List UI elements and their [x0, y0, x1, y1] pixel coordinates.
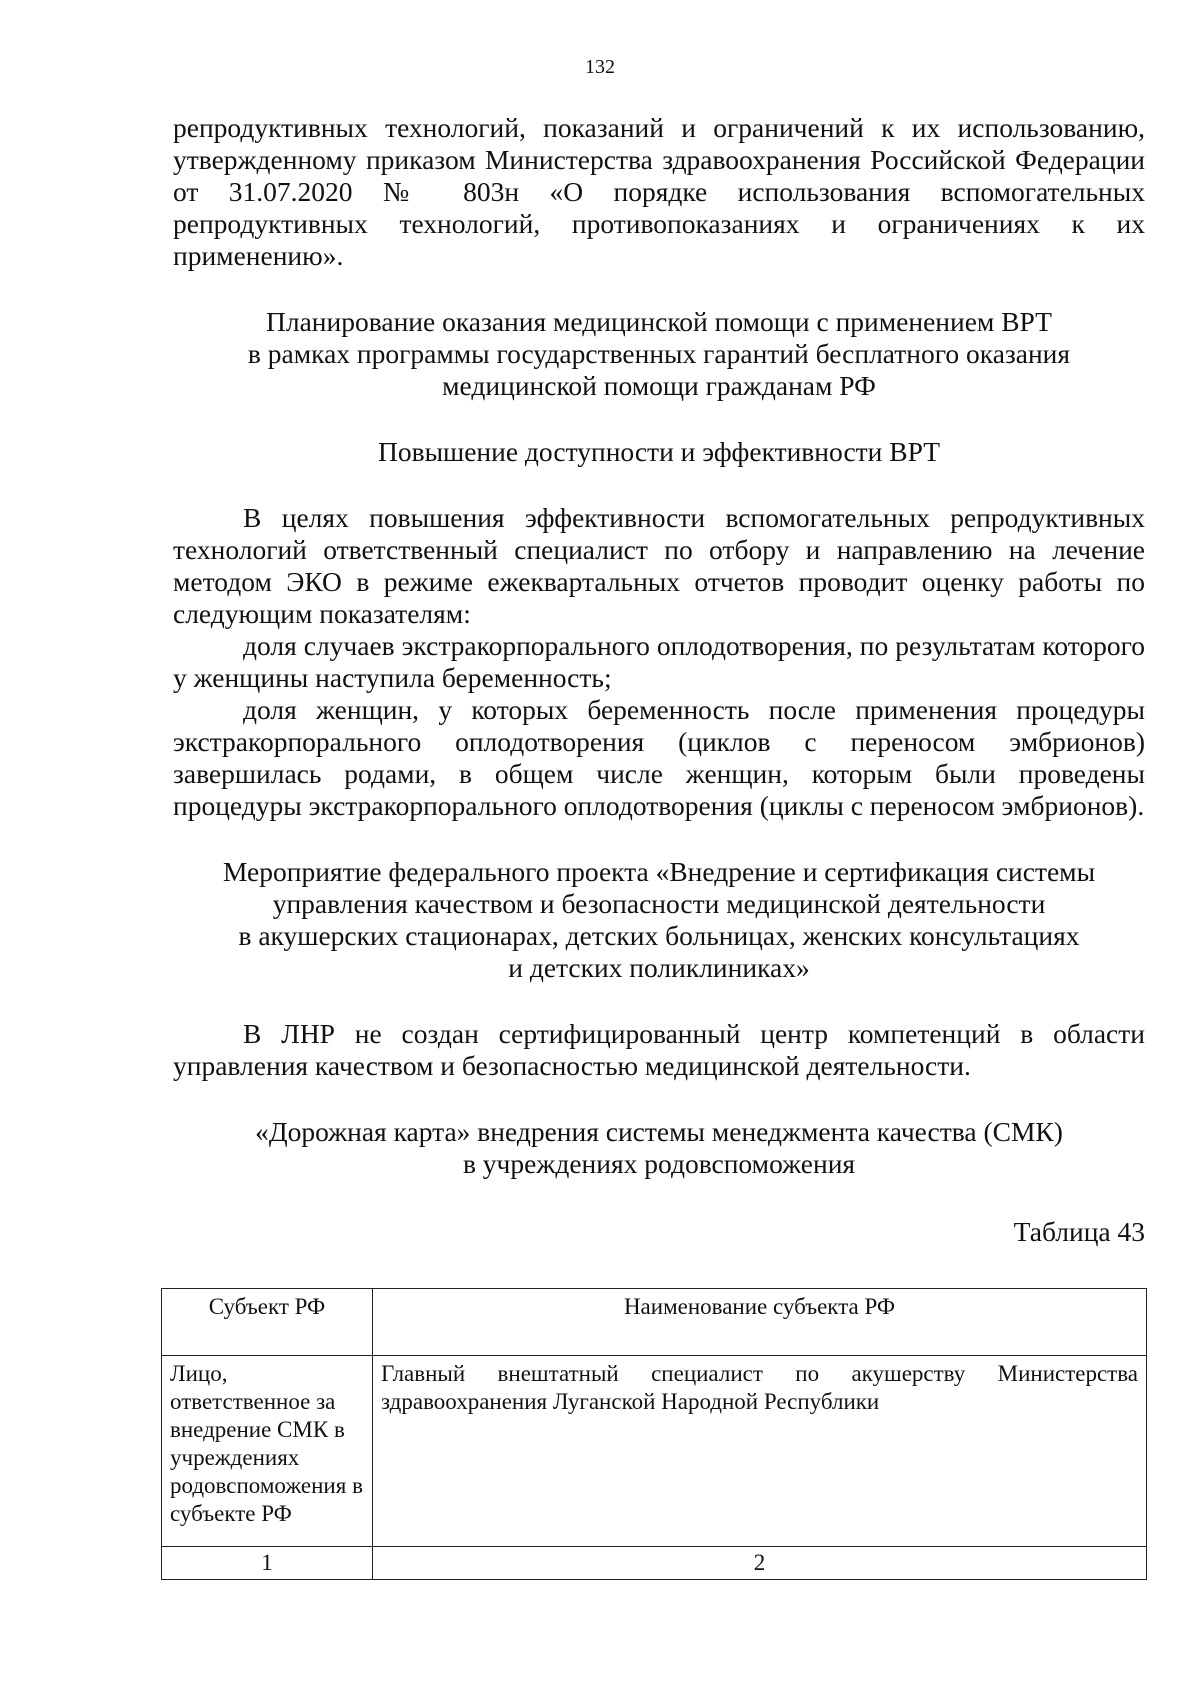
heading-efficiency — [173, 436, 1145, 468]
heading-planning-line-1: Планирование оказания медицинской помощи с применением ВРТ — [266, 306, 1052, 337]
heading-project-line-1: Мероприятие федерального проекта «Внедрение и сертификация системы — [222, 856, 1096, 887]
document-body — [173, 112, 1145, 1248]
table-column-number-1: 1 — [162, 1547, 373, 1580]
heading-planning-line-3: медицинской помощи гражданам РФ — [442, 370, 876, 401]
indicator-1: доля случаев экстракорпорального оплодотворения, по результатам которого у женщины наступила беременность; — [173, 630, 1145, 693]
heading-project-line-2: управления качеством и безопасности медицинской деятельности — [272, 888, 1046, 919]
heading-project-line-4: и детских поликлиниках» — [508, 952, 810, 983]
heading-project — [173, 856, 1145, 984]
indicator-2: доля женщин, у которых беременность после применения процедуры экстракорпорального оплодотворения (циклов с переносом эмбрионов) завершилась родами, в общем числе женщин, которым были проведены процедуры экстракорпорального оплодотворения (циклы с переносом эмбрионов). — [173, 694, 1145, 821]
table-cell-responsible-label: Лицо, ответственное за внедрение СМК в учреждениях родовспоможения в субъекте РФ — [162, 1356, 373, 1547]
heading-planning — [173, 306, 1145, 402]
table-caption: Таблица 43 — [1013, 1216, 1145, 1247]
table-row — [162, 1356, 1147, 1547]
heading-roadmap-line-2: в учреждениях родовспоможения — [462, 1148, 856, 1179]
roadmap-table — [161, 1288, 1147, 1580]
heading-roadmap-line-1: «Дорожная карта» внедрения системы менеджмента качества (СМК) — [255, 1116, 1063, 1147]
paragraph-lnr: В ЛНР не создан сертифицированный центр компетенций в области управления качеством и безопасностью медицинской деятельности. — [173, 1018, 1145, 1081]
heading-roadmap — [173, 1116, 1145, 1180]
paragraph-intro: репродуктивных технологий, показаний и ограничений к их использованию, утвержденному приказом Министерства здравоохранения Российской Федерации от 31.07.2020 № 803н «О порядке использования вспомогательных репродуктивных технологий, противопоказаниях и ограничениях к их применению». — [173, 112, 1145, 271]
table-column-numbers-row — [162, 1547, 1147, 1580]
table-header-subject-name: Наименование субъекта РФ — [373, 1289, 1147, 1356]
heading-project-line-3: в акушерских стационарах, детских больницах, женских консультациях — [238, 920, 1080, 951]
table-column-number-2: 2 — [373, 1547, 1147, 1580]
page-number: 132 — [585, 56, 615, 78]
table-header-row — [162, 1289, 1147, 1356]
heading-planning-line-2: в рамках программы государственных гарантий бесплатного оказания — [247, 338, 1071, 369]
table-header-subject: Субъект РФ — [162, 1289, 373, 1356]
table-cell-responsible-value: Главный внештатный специалист по акушерству Министерства здравоохранения Луганской Народной Республики — [373, 1356, 1147, 1547]
paragraph-efficiency: В целях повышения эффективности вспомогательных репродуктивных технологий ответственный специалист по отбору и направлению на лечение методом ЭКО в режиме ежеквартальных отчетов проводит оценку работы по следующим показателям: — [173, 502, 1145, 629]
heading-efficiency-text: Повышение доступности и эффективности ВРТ — [377, 436, 941, 467]
